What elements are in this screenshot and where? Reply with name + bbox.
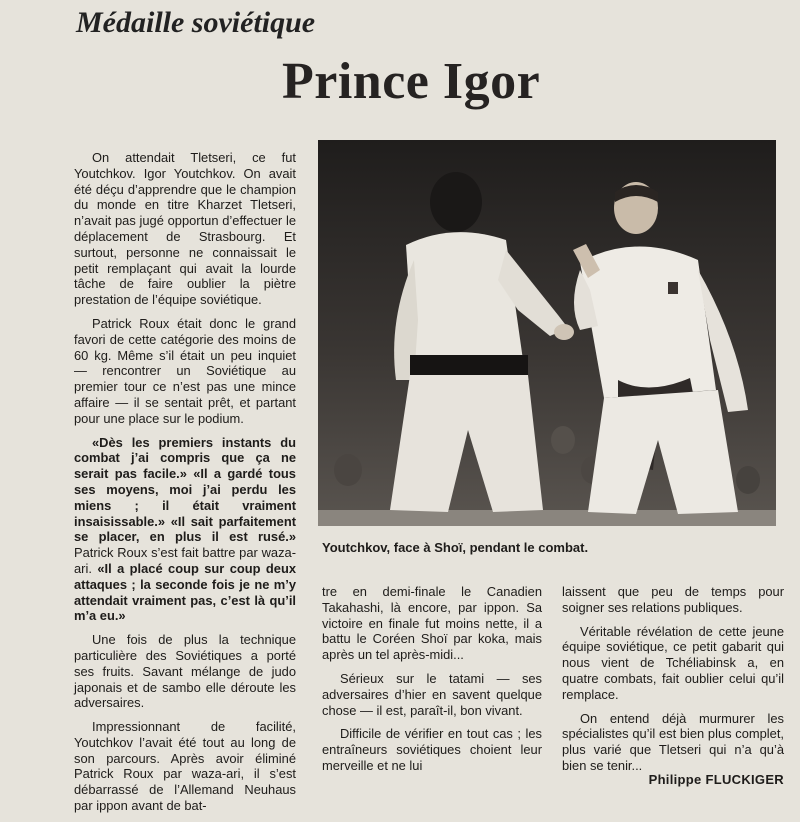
paragraph: Impressionnant de facilité, Youtchkov l’avait été tout au long de son parcours. Après avoir éliminé Patrick Roux par waza-ari, il s’est débarrassé de l’Allemand Neuhaus par ippon avant de bat-: [74, 719, 296, 814]
paragraph: On entend déjà murmurer les spécialistes qu’il est bien plus complet, plus varié que Tletseri qui n’a qu’à bien se tenir...: [562, 710, 784, 773]
column-1: [74, 150, 296, 822]
article-kicker: Médaille soviétique: [76, 6, 316, 39]
paragraph: tre en demi-finale le Canadien Takahashi, là encore, par ippon. Sa victoire en finale fut moins nette, il a battu le Coréen Shoï par koka, mais après un tel après-midi...: [322, 584, 542, 663]
paragraph: Patrick Roux était donc le grand favori de cette catégorie des moins de 60 kg. Même s’il était un peu inquiet — rencontrer un Soviétique au premier tour ce n’est pas une mince affaire — il se sentait prêt, et partant pour une place sur le podium.: [74, 315, 296, 426]
paragraph: Difficile de vérifier en tout cas ; les entraîneurs soviétiques choient leur merveille et ne lui: [322, 726, 542, 773]
quote: «Il a placé coup sur coup deux attaques ; la seconde fois je ne m’y attendait vraiment pas, c’est là qu’il m’a eu.»: [74, 560, 296, 624]
paragraph: On attendait Tletseri, ce fut Youtchkov. Igor Youtchkov. On avait été déçu d’apprendre que le champion du monde en titre Kharzet Tletseri, n’avait pas jugé opportun d’effectuer le déplacement de Strasbourg. Et surtout, personne ne connaissait le petit remplaçant qui avait la lourde tâche de faire oublier la piètre prestation de l’équipe soviétique.: [74, 150, 296, 308]
byline: Philippe FLUCKIGER: [648, 772, 784, 787]
column-2: [322, 584, 542, 782]
paragraph: laissent que peu de temps pour soigner ses relations publiques.: [562, 584, 784, 615]
quote: «Il a gardé tous ses moyens, moi j’ai perdu les miens ; il était vraiment insaisissable.»: [74, 466, 296, 529]
judo-photo-illustration: [318, 140, 776, 526]
column-3: [562, 584, 784, 782]
paragraph: Véritable révélation de cette jeune équipe soviétique, ce petit gabarit qui nous vient de Tchéliabinsk a, en quatre combats, fait oublier celui qu’il remplace.: [562, 623, 784, 702]
quote-paragraph: [74, 435, 296, 625]
paragraph: Une fois de plus la technique particulière des Soviétiques a porté ses fruits. Savant mélange de judo japonais et de sambo elle déroute les adversaires.: [74, 632, 296, 711]
judo-photo: [318, 140, 776, 526]
paragraph-text: Patrick Roux s’est fait battre par waza-ari.: [74, 545, 296, 576]
photo-caption: Youtchkov, face à Shoï, pendant le combat.: [322, 540, 589, 555]
quote: «Il sait parfaitement se placer, en plus il est rusé.»: [74, 513, 296, 545]
paragraph: Sérieux sur le tatami — ses adversaires d’hier en savent quelque chose — il est, paraît-il, bon vivant.: [322, 670, 542, 718]
article-headline: Prince Igor: [282, 53, 541, 110]
quote: «Dès les premiers instants du combat j’ai compris que ça ne serait pas facile.»: [74, 434, 296, 482]
